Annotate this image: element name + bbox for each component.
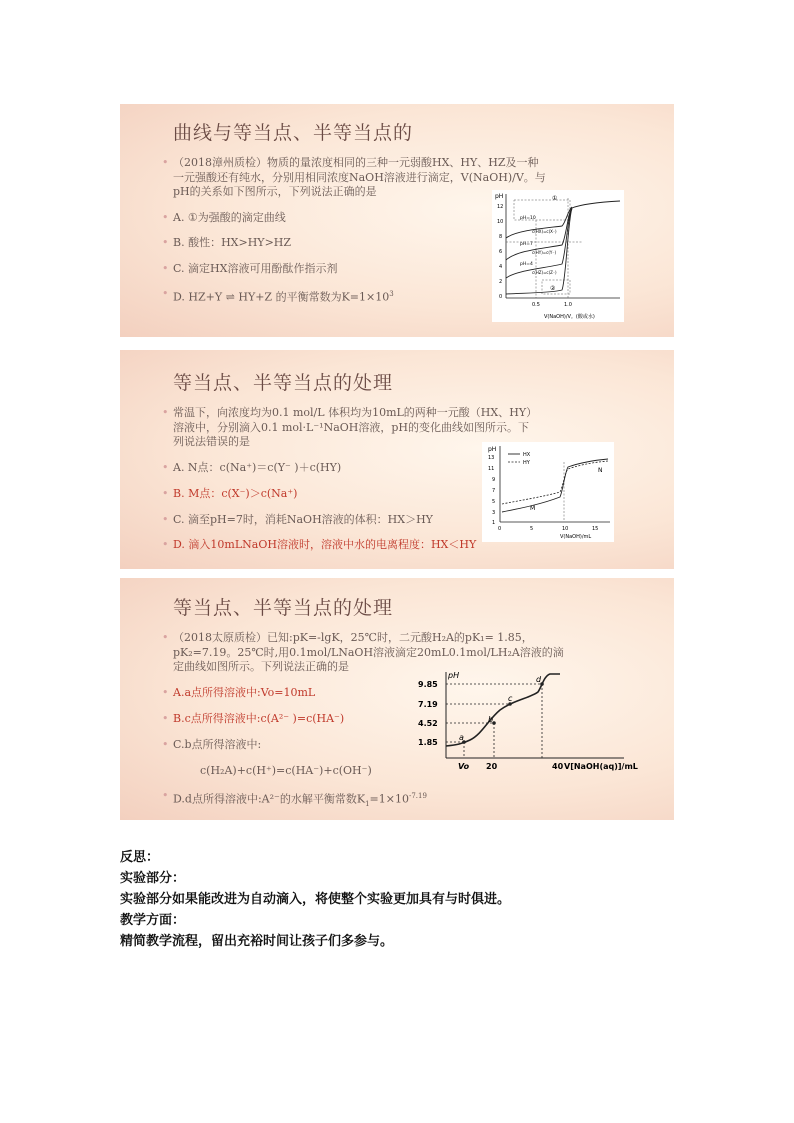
option-a: • A. ①为强酸的滴定曲线: [173, 211, 286, 226]
point-b: b: [488, 715, 494, 724]
x-axis-label: V(NaOH)/mL: [560, 534, 592, 540]
y-tick: 7.19: [418, 700, 438, 709]
option-c: • C. 滴定HX溶液可用酚酞作指示剂: [173, 262, 337, 277]
y-axis-label: pH: [448, 671, 460, 680]
slide-1: [120, 104, 674, 337]
y-tick: 5: [492, 499, 496, 505]
x-tick: 1.0: [564, 302, 572, 308]
chart-3-svg: [410, 670, 638, 778]
y-tick: 3: [492, 510, 496, 516]
slide-title: 曲线与等当点、半等当点的: [173, 122, 414, 144]
option-d: • D. HZ+Y ⇌ HY+Z 的平衡常数为$K=1\times 10^3$: [173, 287, 394, 305]
curve-label: pH=10: [520, 216, 536, 221]
y-tick: 4.52: [418, 719, 438, 728]
slide-title: 等当点、半等当点的处理: [173, 597, 394, 619]
x-tick: 10: [562, 526, 569, 532]
titration-chart-2: [482, 442, 614, 542]
curve-label: c(HZ)=c(Z⁻): [532, 270, 557, 275]
x-tick: 15: [592, 526, 599, 532]
curve-hz: [506, 209, 572, 278]
point-n: N: [598, 467, 603, 474]
legend-hy: HY: [523, 460, 530, 466]
y-tick: 1: [492, 520, 496, 526]
notes-teaching-text: 精简教学流程，留出充裕时间让孩子们多参与。: [120, 934, 394, 949]
option-b: • B. M点：c(X⁻)＞c(Na⁺): [173, 487, 297, 502]
point-m: M: [530, 505, 536, 512]
x-axis-label: V[NaOH(aq)]/mL: [564, 762, 638, 771]
option-c: • C.b点所得溶液中:: [173, 738, 261, 753]
y-axis-label: pH: [495, 193, 504, 200]
y-tick: 11: [488, 466, 495, 472]
slide-title: 等当点、半等当点的处理: [173, 372, 394, 394]
x-tick: Vo: [458, 762, 470, 771]
point-d: d: [536, 675, 542, 684]
y-tick: 2: [499, 279, 503, 285]
y-tick: 1.85: [418, 738, 438, 747]
y-axis-label: pH: [488, 446, 497, 453]
legend-hx: HX: [523, 452, 531, 458]
titration-chart-3: [410, 670, 638, 778]
x-tick: 0.5: [532, 302, 540, 308]
y-tick: 12: [497, 204, 504, 210]
curve-hy: [502, 461, 608, 504]
slide-2: [120, 350, 674, 569]
option-a: • A.a点所得溶液中:Vo=10mL: [173, 686, 315, 701]
x-tick: 0: [498, 526, 502, 532]
option-b: • B. 酸性：HX>HY>HZ: [173, 236, 291, 251]
x-tick: 20: [486, 762, 498, 771]
curve-label: c(HX)=c(X⁻): [532, 229, 557, 234]
x-tick: 5: [530, 526, 534, 532]
slide-3: [120, 578, 674, 820]
y-tick: 13: [488, 455, 495, 461]
option-d: • D.d点所得溶液中:A²⁻的水解平衡常数$K_1=1\times 10^{-7.19}$: [173, 789, 427, 811]
option-a: • A. N点：c(Na⁺)＝c(Y⁻ )＋c(HY): [173, 461, 341, 476]
chart-2-svg: [482, 442, 614, 542]
option-b: • B.c点所得溶液中:c(A²⁻ )=c(HA⁻): [173, 712, 344, 727]
y-tick: 0: [499, 294, 503, 300]
question-text: • （2018漳州质检）物质的量浓度相同的三种一元弱酸HX、HY、HZ及一种 一元强酸还有纯水，分别用相同浓度NaOH溶液进行滴定，V(NaOH)/V。与 pH的关系如下图所示，下列说法正确的是: [173, 156, 673, 200]
y-tick: 4: [499, 264, 503, 270]
y-tick: 7: [492, 488, 496, 494]
curve-label: c(HY)=c(Y⁻): [532, 250, 556, 255]
option-c-equation: c(H₂A)+c(H⁺)=c(HA⁻)+c(OH⁻): [200, 764, 372, 777]
y-tick: 6: [499, 249, 503, 255]
y-tick: 10: [497, 219, 504, 225]
y-tick: 9: [492, 477, 496, 483]
chart-1-svg: [492, 190, 624, 322]
option-c: • C. 滴至pH=7时，消耗NaOH溶液的体积：HX＞HY: [173, 513, 433, 528]
y-tick: 8: [499, 234, 503, 240]
point-c: c: [508, 694, 513, 703]
notes-heading: 反思：: [120, 850, 160, 865]
point-a: a: [459, 733, 464, 742]
question-text: • 常温下，向浓度均为0.1 mol/L 体积均为10mL的两种一元酸（HX、HY） 溶液中，分别滴入0.1 mol·L⁻¹NaOH溶液，pH的变化曲线如图所示。下 列说法错误的是: [173, 406, 673, 450]
reflection-notes: [120, 847, 510, 952]
question-text: • （2018太原质检）已知:pK=-lgK，25℃时，二元酸H₂A的pK₁= 1.85， pK₂=7.19。25℃时,用0.1mol/LNaOH溶液滴定20mL0.1mol/LH₂A溶液的滴 定曲线如图所示。下列说法正确的是: [173, 631, 673, 675]
notes-experiment-text: 实验部分如果能改进为自动滴入，将使整个实验更加具有与时俱进。: [120, 892, 511, 907]
curve-label: pH=4: [520, 262, 533, 267]
mark-2: ②: [550, 285, 556, 292]
notes-section-experiment: 实验部分：: [120, 871, 186, 886]
mark-1: ①: [552, 195, 558, 202]
curve-hx: [502, 459, 608, 512]
option-d: • D. 滴入10mLNaOH溶液时，溶液中水的电离程度：HX＜HY: [173, 538, 476, 553]
y-tick: 9.85: [418, 680, 438, 689]
notes-section-teaching: 教学方面：: [120, 913, 186, 928]
curve-label: pH=7: [520, 242, 533, 247]
x-axis-label: V(NaOH)/V。(酸或水): [544, 314, 595, 320]
titration-chart-1: [492, 190, 624, 322]
x-tick: 40: [552, 762, 564, 771]
